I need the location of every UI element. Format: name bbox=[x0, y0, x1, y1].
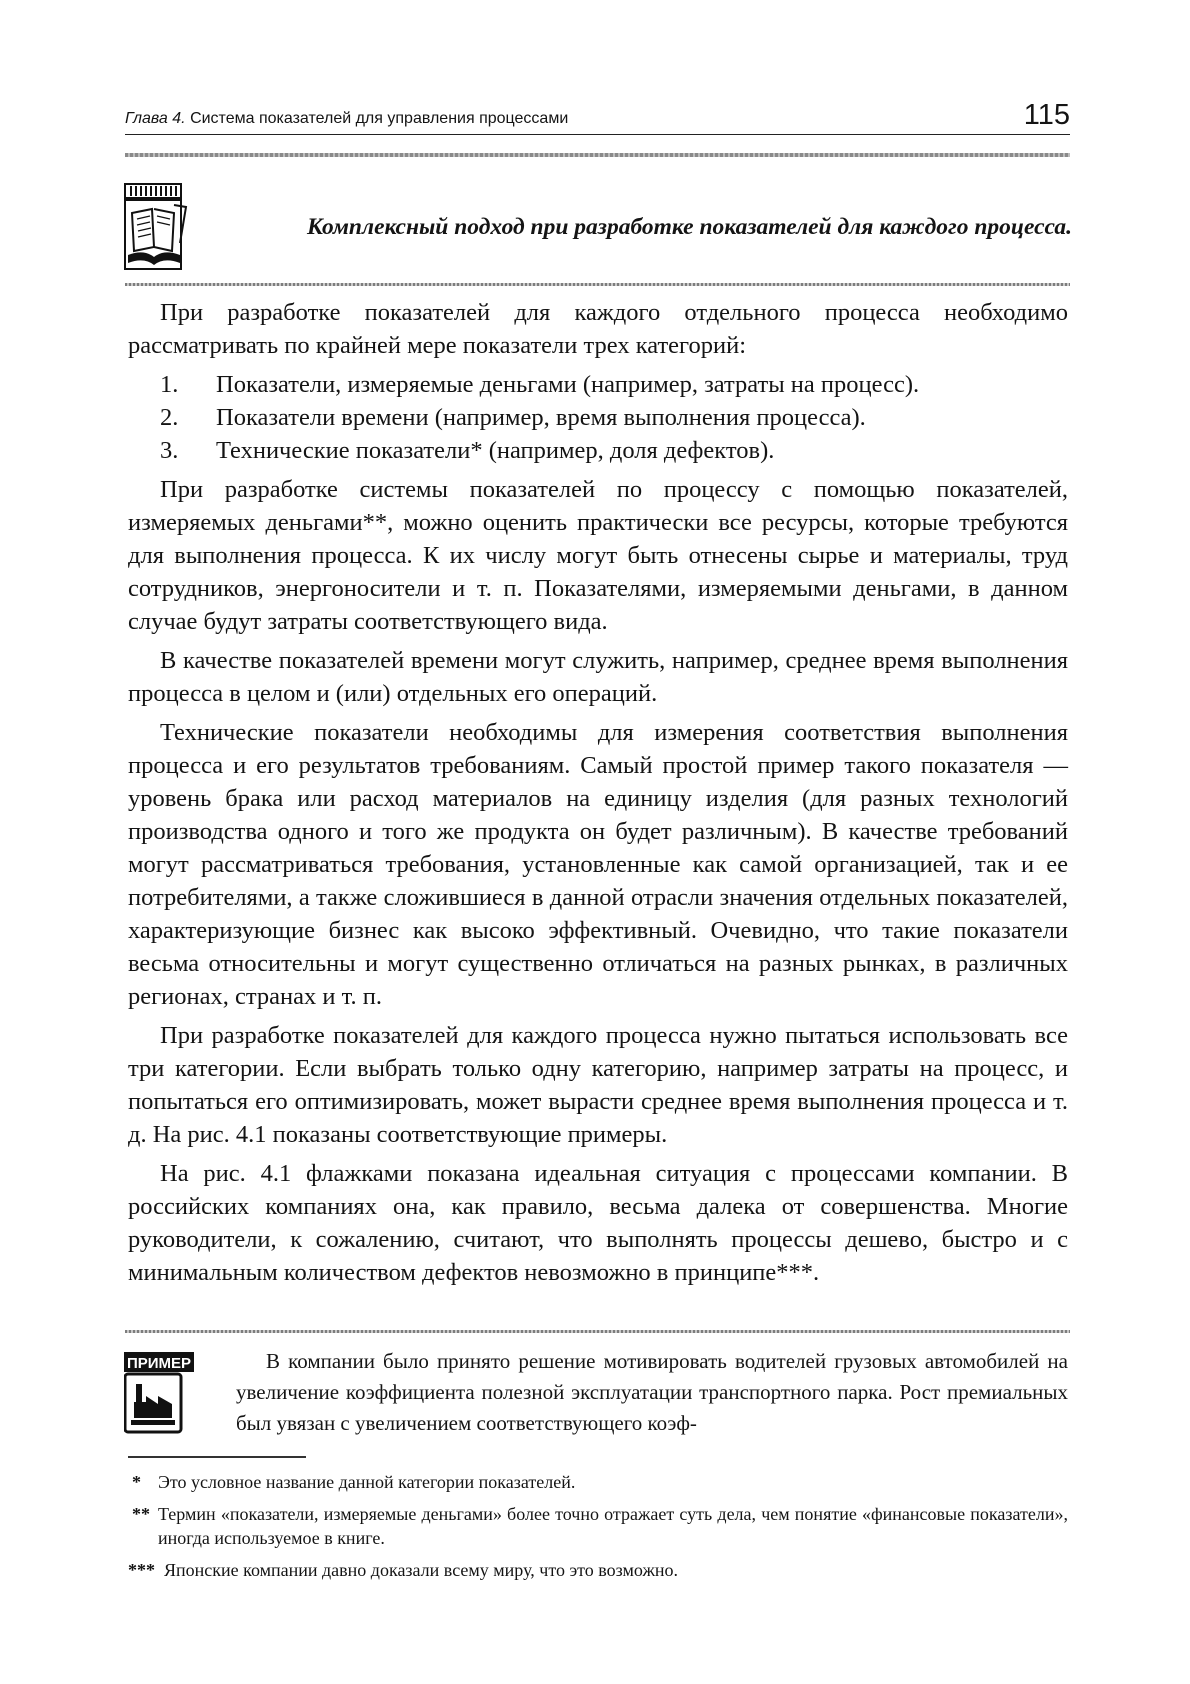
list-number: 1. bbox=[160, 371, 179, 398]
paragraph: При разработке показателей для каждого процесса нужно пытаться использовать все три категории. Если выбрать только одну категорию, например затраты на процесс, и попытаться его оптимизировать, может вырасти среднее время выполнения процесса и т. д. На рис. 4.1 показаны соответствующие примеры. bbox=[128, 1022, 1068, 1148]
footnote bbox=[128, 1502, 1068, 1550]
factory-icon bbox=[124, 1352, 194, 1434]
footnote-mark: *** bbox=[128, 1560, 155, 1580]
category-list bbox=[128, 368, 1068, 467]
list-number: 2. bbox=[160, 404, 179, 431]
footnote-text: Японские компании давно доказали всему миру, что это возможно. bbox=[164, 1560, 679, 1580]
example-text: В компании было принято решение мотивировать водителей грузовых автомобилей на увеличение коэффициента полезной эксплуатации транспортного парка. Рост премиальных был увязан с увеличением соответствующего коэф- bbox=[236, 1349, 1068, 1435]
section-title: Комплексный подход при разработке показателей для каждого процесса. bbox=[306, 214, 1072, 240]
example-label: ПРИМЕР bbox=[126, 1355, 192, 1372]
footnote-mark: * bbox=[132, 1472, 141, 1492]
paragraph-intro: При разработке показателей для каждого отдельного процесса необходимо рассматривать по крайней мере показатели трех категорий: bbox=[128, 299, 1068, 359]
list-text: Показатели, измеряемые деньгами (например, затраты на процесс). bbox=[216, 371, 920, 398]
book-icon bbox=[124, 183, 194, 271]
paragraph: В качестве показателей времени могут служить, например, среднее время выполнения процесса в целом и (или) отдельных его операций. bbox=[128, 647, 1068, 707]
list-text: Технические показатели* (например, доля дефектов). bbox=[216, 437, 775, 464]
chapter-title: Система показателей для управления процессами bbox=[190, 110, 569, 127]
paragraph: Технические показатели необходимы для измерения соответствия выполнения процесса и его результатов требованиям. Самый простой пример такого показателя — уровень брака или расход материалов на единицу изделия (для разных технологий производства одного и того же продукта он будет различным). В качестве требований могут рассматриваться требования, установленные как самой организацией, так и ее потребителями, а также сложившиеся в данной отрасли значения отдельных показателей, характеризующие бизнес как высоко эффективный. Очевидно, что такие показатели весьма относительны и могут существенно отличаться на разных рынках, в различных регионах, странах и т. п. bbox=[128, 719, 1068, 1010]
list-text: Показатели времени (например, время выполнения процесса). bbox=[216, 404, 866, 431]
section-divider-bottom bbox=[125, 283, 1070, 286]
footnotes bbox=[128, 1470, 1068, 1590]
list-item bbox=[128, 401, 1068, 434]
footnote-divider bbox=[128, 1456, 306, 1458]
chapter-label: Глава 4. bbox=[125, 110, 186, 127]
footnote-text: Это условное название данной категории показателей. bbox=[158, 1472, 576, 1492]
body-text bbox=[128, 296, 1068, 1295]
chapter-heading bbox=[125, 110, 568, 128]
list-item bbox=[128, 368, 1068, 401]
footnote-mark: ** bbox=[132, 1504, 150, 1524]
section-divider-top bbox=[125, 153, 1070, 157]
page-number: 115 bbox=[1023, 99, 1070, 131]
footnote bbox=[128, 1558, 1068, 1582]
footnote bbox=[128, 1470, 1068, 1494]
paragraph: При разработке системы показателей по процессу с помощью показателей, измеряемых деньгами**, можно оценить практически все ресурсы, которые требуются для выполнения процесса. К их числу могут быть отнесены сырье и материалы, труд сотрудников, энергоносители и т. п. Показателями, измеряемыми деньгами, в данном случае будут затраты соответствующего вида. bbox=[128, 476, 1068, 635]
footnote-text: Термин «показатели, измеряемые деньгами» более точно отражает суть дела, чем понятие «финансовые показатели», иногда используемое в книге. bbox=[158, 1504, 1068, 1548]
list-number: 3. bbox=[160, 437, 179, 464]
example-divider bbox=[125, 1330, 1070, 1333]
list-item bbox=[128, 434, 1068, 467]
paragraph: На рис. 4.1 флажками показана идеальная ситуация с процессами компании. В российских компаниях она, как правило, весьма далека от совершенства. Многие руководители, к сожалению, считают, что выполнять процессы дешево, быстро и с минимальным количеством дефектов невозможно в принципе***. bbox=[128, 1160, 1068, 1286]
running-head bbox=[125, 100, 1070, 135]
